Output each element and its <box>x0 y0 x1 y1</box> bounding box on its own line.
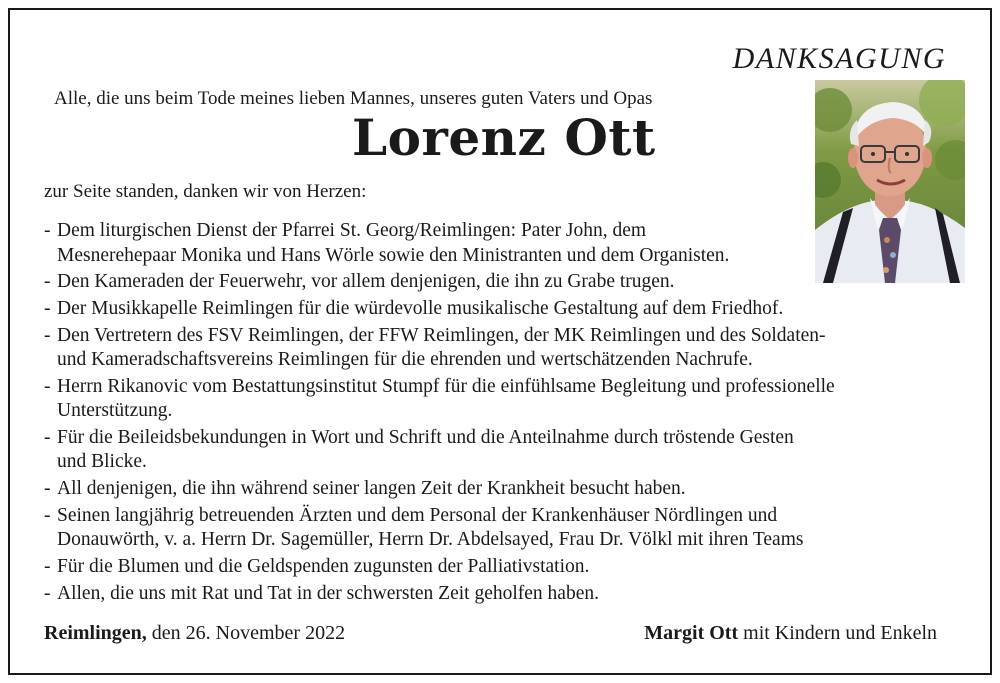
thanks-item <box>44 297 964 322</box>
place: Reimlingen, <box>44 622 147 644</box>
thanks-text: Den Kameraden der Feuerwehr, vor allem denjenigen, die ihn zu Grabe trugen. <box>57 271 675 293</box>
thanks-text: All denjenigen, die ihn während seiner langen Zeit der Krankheit besucht haben. <box>57 478 686 500</box>
notice-heading: DANKSAGUNG <box>732 42 946 75</box>
signature-line <box>644 622 937 645</box>
thanks-text: Dem liturgischen Dienst der Pfarrei St. Georg/Reimlingen: Pater John, dem Mesnerehepaar Monika und Hans Wörle sowie den Ministranten und dem Organisten. <box>57 220 730 266</box>
thanks-item <box>44 270 964 295</box>
date: den 26. November 2022 <box>151 622 346 644</box>
place-date-line <box>44 622 345 645</box>
thanks-item <box>44 504 964 553</box>
thanks-text: Den Vertretern des FSV Reimlingen, der FFW Reimlingen, der MK Reimlingen und des Soldaten- und Kameradschaftsvereins Reimlingen für die ehrenden und wertschätzenden Nachrufe. <box>57 324 826 371</box>
thanks-text: Seinen langjährig betreuenden Ärzten und dem Personal der Krankenhäuser Nördlingen und Donauwörth, v. a. Herrn Dr. Sagemüller, Herrn Dr. Abdelsayed, Frau Dr. Völkl mit ihren Teams <box>57 504 804 551</box>
thanks-list <box>44 219 964 608</box>
thanks-text: Der Musikkapelle Reimlingen für die würdevolle musikalische Gestaltung auf dem Friedhof. <box>57 297 784 319</box>
thanks-text: Herrn Rikanovic vom Bestattungsinstitut Stumpf für die einfühlsame Begleitung und professionelle Unterstützung. <box>57 375 835 422</box>
intro-text: Alle, die uns beim Tode meines lieben Mannes, unseres guten Vaters und Opas <box>54 88 653 109</box>
thanks-text: Allen, die uns mit Rat und Tat in der schwersten Zeit geholfen haben. <box>57 582 599 604</box>
thanks-item <box>44 426 964 475</box>
thanks-item <box>44 477 964 502</box>
after-name-text: zur Seite standen, danken wir von Herzen: <box>44 181 367 202</box>
thanks-text: Für die Blumen und die Geldspenden zugunsten der Palliativstation. <box>57 556 590 577</box>
thanks-item <box>44 555 964 580</box>
thanks-item <box>44 375 964 424</box>
thanks-text: Für die Beileidsbekundungen in Wort und Schrift und die Anteilnahme durch tröstende Gesten und Blicke. <box>57 426 794 473</box>
thanks-item <box>44 219 964 268</box>
deceased-name: Lorenz Ott <box>352 108 656 167</box>
signer-suffix: mit Kindern und Enkeln <box>743 622 937 644</box>
thanks-item <box>44 324 964 373</box>
signer-name: Margit Ott <box>644 622 739 644</box>
thanks-item <box>44 582 964 607</box>
